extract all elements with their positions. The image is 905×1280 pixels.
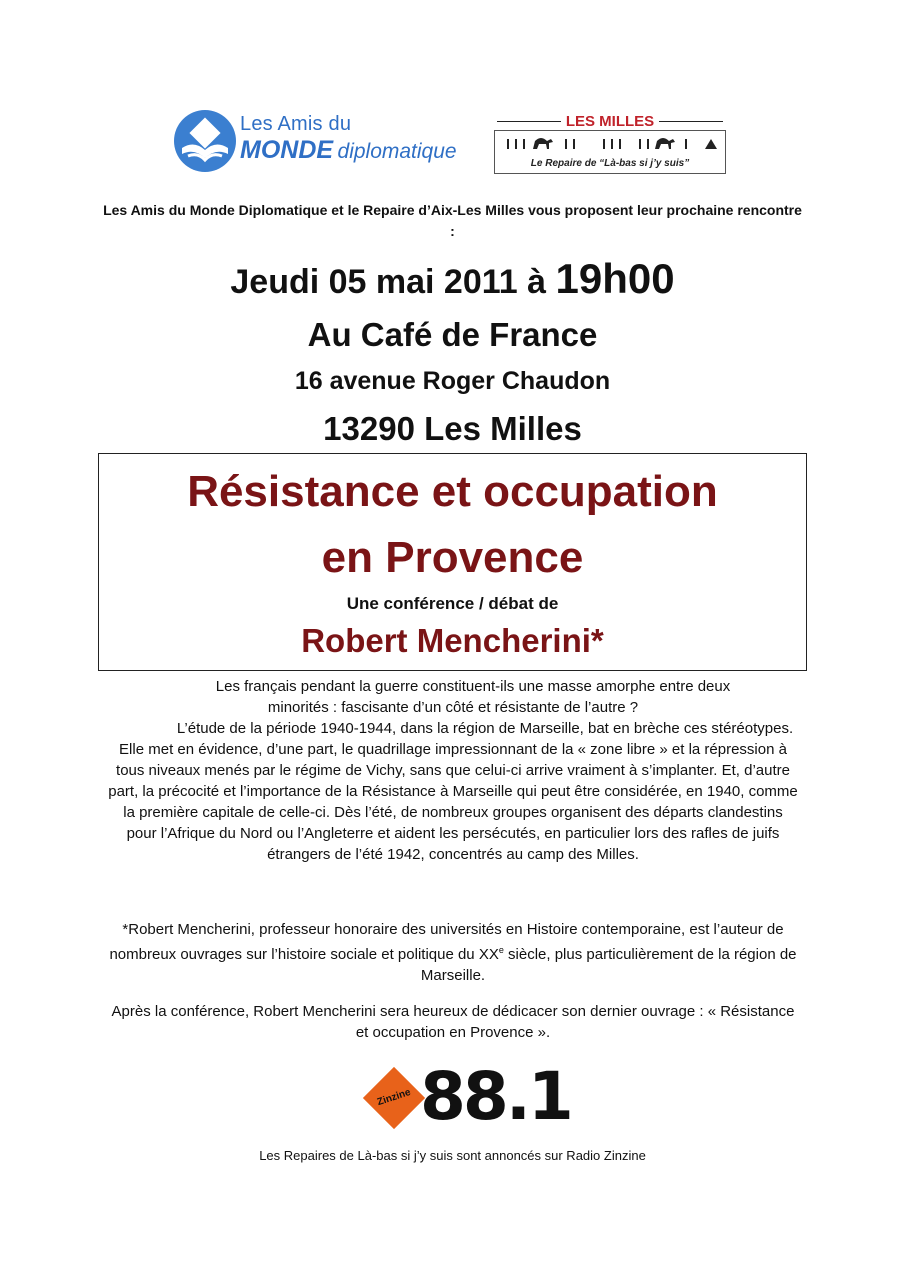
les-milles-repaire-logo: LES MILLES Le Repaire de “Là-bas si j’y suis” — [493, 113, 727, 175]
description-line1: Les français pendant la guerre constituent-ils une masse amorphe entre deux — [215, 678, 731, 695]
description-paragraph: L’étude de la période 1940-1944, dans la région de Marseille, bat en brèche ces stéréotypes. Elle met en évidence, d’une part, le quadrillage impressionnant de la « zone libre » et la répression à tous niveaux menés par le régime de Vichy, sans que celui-ci arrive vraiment à s’implanter. Et, d’autre part, la précocité et l’importance de la Résistance à Marseille qui peut être considérée, en 1940, comme la première capitale de celle-ci. Dès l’été, de nombreux groupes organisent des départs clandestins pour l’Afrique du Nord ou l’Angleterre et aident les persécutés, en particulier lors des rafles de juifs étrangers de l’été 1942, concentrés au camp des Milles. — [108, 720, 798, 863]
handshake-icon — [174, 110, 236, 172]
amis-logo-text: Les Amis du MONDE diplomatique — [240, 113, 457, 164]
amis-monde-diplomatique-logo — [174, 108, 457, 176]
conference-title-line1: Résistance et occupation — [187, 467, 718, 516]
event-street: 16 avenue Roger Chaudon — [294, 367, 611, 395]
event-time: 19h00 — [555, 255, 675, 302]
footer-text: Les Repaires de Là-bas si j’y suis sont annoncés sur Radio Zinzine — [259, 1148, 646, 1163]
radio-frequency: 88.1 — [420, 1058, 571, 1135]
event-venue: Au Café de France — [307, 316, 598, 353]
description-line2: minorités : fascisante d’un côté et résistante de l’autre ? — [267, 699, 639, 716]
milles-banner: Le Repaire de “Là-bas si j’y suis” — [494, 130, 726, 174]
divider — [659, 121, 723, 122]
event-city: 13290 Les Milles — [323, 410, 582, 447]
conference-box — [98, 453, 807, 671]
conference-author: Robert Mencherini* — [301, 622, 604, 659]
description — [108, 676, 798, 865]
caravan-silhouettes-icon — [499, 133, 721, 153]
event-date: Jeudi 05 mai 2011 à 19h00 — [230, 255, 675, 302]
intro-text: Les Amis du Monde Diplomatique et le Repaire d’Aix-Les Milles vous proposent leur prochaine rencontre : — [103, 202, 802, 239]
conference-title-line2: en Provence — [321, 533, 584, 582]
author-note: *Robert Mencherini, professeur honoraire des universités en Histoire contemporaine, est l’auteur de nombreux ouvrages sur l’histoire sociale et politique du XXe siècle, plus particulièrement de la région de Marseille. — [109, 921, 797, 984]
radio-name: Zinzine — [375, 1086, 413, 1109]
radio-zinzine-logo — [364, 1058, 571, 1140]
after-conference-text: Après la conférence, Robert Mencherini sera heureux de dédicacer son dernier ouvrage : « Résistance et occupation en Provence ». — [111, 1003, 795, 1041]
conference-subtitle: Une conférence / débat de — [346, 594, 559, 613]
